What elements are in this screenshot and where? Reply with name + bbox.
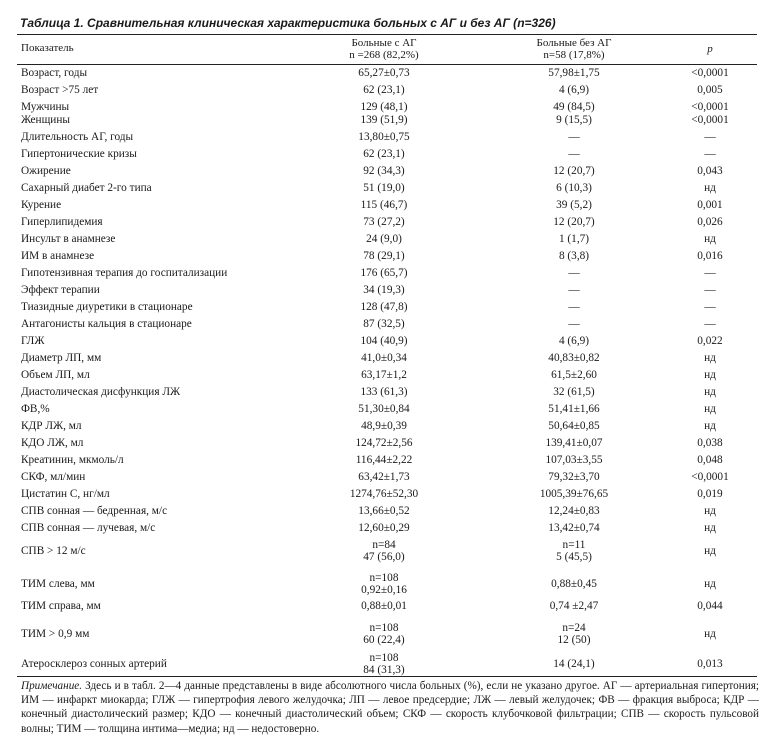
row-p-value: нд bbox=[704, 420, 716, 432]
row-ag-value: 78 (29,1) bbox=[363, 250, 405, 262]
row-label: Возраст, годы bbox=[21, 67, 88, 79]
row-label: Ожирение bbox=[21, 165, 71, 177]
row-ag-value: 128 (47,8) bbox=[360, 301, 408, 313]
header-group-ag: Больные с АГ bbox=[351, 37, 417, 49]
row-ag-value: 115 (46,7) bbox=[360, 199, 408, 211]
row-label: Гиперлипидемия bbox=[21, 216, 103, 228]
row-label: СПВ сонная — бедренная, м/с bbox=[21, 505, 168, 517]
row-ag-value: 139 (51,9) bbox=[360, 114, 408, 126]
row-p-value: 0,016 bbox=[697, 250, 723, 262]
row-label: Инсульт в анамнезе bbox=[21, 233, 116, 245]
row-label: КДО ЛЖ, мл bbox=[21, 437, 84, 449]
row-p-value: 0,043 bbox=[697, 165, 723, 177]
row-no-ag-value: 61,5±2,60 bbox=[551, 369, 597, 381]
row-label: Цистатин С, нг/мл bbox=[21, 488, 110, 500]
header-p: p bbox=[707, 43, 713, 55]
row-label: Гипотензивная терапия до госпитализации bbox=[21, 267, 228, 279]
row-p-value: — bbox=[704, 131, 716, 143]
row-ag-value: 63,17±1,2 bbox=[361, 369, 407, 381]
row-p-value: <0,0001 bbox=[691, 67, 729, 79]
row-p-value: 0,048 bbox=[697, 454, 723, 466]
row-ag-value: 60 (22,4) bbox=[363, 634, 405, 646]
caption-n-suffix: =326 bbox=[524, 16, 552, 30]
row-p-value: 0,019 bbox=[697, 488, 723, 500]
row-p-value: 0,022 bbox=[697, 335, 723, 347]
row-label: Объем ЛП, мл bbox=[21, 369, 90, 381]
row-label: ФВ,% bbox=[21, 403, 50, 415]
row-p-value: 0,038 bbox=[697, 437, 723, 449]
row-label: Диастолическая дисфункция ЛЖ bbox=[21, 386, 181, 398]
row-ag-value: 34 (19,3) bbox=[363, 284, 405, 296]
row-no-ag-value: 50,64±0,85 bbox=[548, 420, 600, 432]
header-bottom-rule bbox=[17, 64, 757, 65]
row-ag-value: 24 (9,0) bbox=[366, 233, 402, 245]
row-label: Гипертонические кризы bbox=[21, 148, 137, 160]
row-ag-value: 13,80±0,75 bbox=[358, 131, 410, 143]
caption-text: Сравнительная клиническая характеристика больных с АГ и без АГ bbox=[87, 16, 510, 30]
row-label: Антагонисты кальция в стационаре bbox=[21, 318, 192, 330]
row-ag-value: 73 (27,2) bbox=[363, 216, 405, 228]
row-ag-n: n=108 bbox=[369, 652, 399, 664]
row-ag-value: 133 (61,3) bbox=[360, 386, 408, 398]
row-no-ag-value: 39 (5,2) bbox=[556, 199, 592, 211]
row-p-value: <0,0001 bbox=[691, 101, 729, 113]
row-p-value: нд bbox=[704, 182, 716, 194]
row-ag-value: 51 (19,0) bbox=[363, 182, 405, 194]
row-ag-value: 176 (65,7) bbox=[360, 267, 408, 279]
row-p-value: 0,044 bbox=[697, 600, 723, 612]
row-ag-value: 13,66±0,52 bbox=[358, 505, 410, 517]
row-p-value: — bbox=[704, 148, 716, 160]
row-no-ag-value: 79,32±3,70 bbox=[548, 471, 600, 483]
row-p-value: 0,005 bbox=[697, 84, 723, 96]
row-no-ag-value: 5 (45,5) bbox=[556, 551, 592, 563]
row-ag-value: 116,44±2,22 bbox=[355, 454, 413, 466]
row-no-ag-value: 13,42±0,74 bbox=[548, 522, 600, 534]
row-label: Мужчины bbox=[21, 101, 70, 113]
table-caption: Таблица 1. Сравнительная клиническая характеристика больных с АГ и без АГ (n=326) bbox=[20, 16, 556, 30]
row-no-ag-value: 0,74 ±2,47 bbox=[549, 600, 599, 612]
row-no-ag-n: n=11 bbox=[562, 539, 586, 551]
row-no-ag-value: 0,88±0,45 bbox=[551, 578, 597, 590]
row-no-ag-value: 139,41±0,07 bbox=[545, 437, 603, 449]
row-label: Женщины bbox=[21, 114, 70, 126]
row-no-ag-value: — bbox=[568, 267, 580, 279]
row-p-value: нд bbox=[704, 403, 716, 415]
row-p-value: нд bbox=[704, 369, 716, 381]
row-ag-value: 51,30±0,84 bbox=[358, 403, 410, 415]
row-no-ag-n: n=24 bbox=[562, 622, 586, 634]
row-no-ag-value: 107,03±3,55 bbox=[545, 454, 603, 466]
row-no-ag-value: — bbox=[568, 318, 580, 330]
row-ag-value: 62 (23,1) bbox=[363, 84, 405, 96]
row-no-ag-value: 40,83±0,82 bbox=[548, 352, 600, 364]
row-no-ag-value: 12 (20,7) bbox=[553, 165, 595, 177]
row-p-value: — bbox=[704, 318, 716, 330]
row-no-ag-value: 4 (6,9) bbox=[558, 84, 590, 96]
row-ag-value: 48,9±0,39 bbox=[361, 420, 407, 432]
note-text: Здесь и в табл. 2—4 данные представлены в виде абсолютного числа больных (%), если не указано другое. АГ — артериальная гипертония; ИМ — инфаркт миокарда; ГЛЖ — гипертрофия левого желудочка; ЛП — левое предсердие; ЛЖ — левый желудочек; ФВ — фракция выброса; КДР — конечный диастолический размер; КДО — конечный диастолический объем; СКФ — скорость клубочковой фильтрации; СПВ — скорость пульсовой волны; ТИМ — толщина интима—медиа; нд — недостоверно. bbox=[21, 680, 759, 735]
row-no-ag-value: 32 (61,5) bbox=[553, 386, 595, 398]
row-ag-n: n=84 bbox=[372, 539, 396, 551]
row-label: ГЛЖ bbox=[21, 335, 45, 347]
caption-label: Таблица 1. bbox=[20, 16, 84, 30]
row-label: Тиазидные диуретики в стационаре bbox=[21, 301, 193, 313]
row-p-value: — bbox=[704, 284, 716, 296]
row-p-value: — bbox=[704, 267, 716, 279]
row-ag-value: 63,42±1,73 bbox=[358, 471, 410, 483]
row-no-ag-value: — bbox=[568, 148, 580, 160]
row-p-value: нд bbox=[704, 578, 716, 590]
row-label: Креатинин, мкмоль/л bbox=[21, 454, 124, 466]
row-label: Курение bbox=[21, 199, 62, 211]
row-p-value: <0,0001 bbox=[691, 114, 729, 126]
row-ag-value: 0,92±0,16 bbox=[361, 584, 407, 596]
row-p-value: нд bbox=[704, 352, 716, 364]
row-label: ТИМ справа, мм bbox=[21, 600, 101, 612]
row-no-ag-value: 9 (15,5) bbox=[556, 114, 592, 126]
row-p-value: нд bbox=[704, 545, 716, 557]
header-group-no-ag-n: n=58 (17,8%) bbox=[543, 49, 605, 61]
row-label: Длительность АГ, годы bbox=[21, 131, 134, 143]
note-label: Примечание. bbox=[21, 680, 83, 692]
row-no-ag-value: 51,41±1,66 bbox=[548, 403, 600, 415]
row-no-ag-value: 1 (1,7) bbox=[558, 233, 590, 245]
row-no-ag-value: — bbox=[568, 131, 580, 143]
row-p-value: нд bbox=[704, 522, 716, 534]
row-label: СКФ, мл/мин bbox=[21, 471, 86, 483]
row-label: Сахарный диабет 2-го типа bbox=[21, 182, 152, 194]
row-no-ag-value: — bbox=[568, 284, 580, 296]
row-no-ag-value: 49 (84,5) bbox=[553, 101, 595, 113]
table-note bbox=[21, 679, 759, 736]
row-p-value: — bbox=[704, 301, 716, 313]
row-ag-value: 65,27±0,73 bbox=[358, 67, 410, 79]
row-ag-value: 84 (31,3) bbox=[363, 664, 405, 676]
row-no-ag-value: 12,24±0,83 bbox=[548, 505, 600, 517]
row-no-ag-value: 8 (3,8) bbox=[558, 250, 590, 262]
row-no-ag-value: 6 (10,3) bbox=[556, 182, 592, 194]
row-label: КДР ЛЖ, мл bbox=[21, 420, 82, 432]
row-label: ИМ в анамнезе bbox=[21, 250, 95, 262]
row-ag-value: 87 (32,5) bbox=[363, 318, 405, 330]
row-no-ag-value: 4 (6,9) bbox=[558, 335, 590, 347]
row-no-ag-value: — bbox=[568, 301, 580, 313]
row-label: ТИМ слева, мм bbox=[21, 578, 95, 590]
row-no-ag-value: 14 (24,1) bbox=[553, 658, 595, 670]
row-no-ag-value: 1005,39±76,65 bbox=[539, 488, 609, 500]
row-p-value: нд bbox=[704, 505, 716, 517]
row-ag-value: 129 (48,1) bbox=[360, 101, 408, 113]
row-ag-n: n=108 bbox=[369, 622, 399, 634]
row-ag-value: 92 (34,3) bbox=[363, 165, 405, 177]
header-group-no-ag: Больные без АГ bbox=[536, 37, 612, 49]
row-label: Эффект терапии bbox=[21, 284, 100, 296]
row-p-value: 0,013 bbox=[697, 658, 723, 670]
row-p-value: нд bbox=[704, 233, 716, 245]
row-p-value: нд bbox=[704, 628, 716, 640]
row-label: СПВ сонная — лучевая, м/с bbox=[21, 522, 156, 534]
header-group-ag-n: n =268 (82,2%) bbox=[349, 49, 419, 61]
row-ag-value: 62 (23,1) bbox=[363, 148, 405, 160]
table-top-rule bbox=[17, 34, 757, 35]
row-ag-value: 12,60±0,29 bbox=[358, 522, 410, 534]
row-p-value: нд bbox=[704, 386, 716, 398]
row-ag-value: 47 (56,0) bbox=[363, 551, 405, 563]
row-label: Атеросклероз сонных артерий bbox=[21, 658, 167, 670]
caption-n-prefix: n bbox=[517, 16, 525, 30]
row-label: СПВ > 12 м/с bbox=[21, 545, 86, 557]
row-no-ag-value: 12 (50) bbox=[557, 634, 591, 646]
row-label: ТИМ > 0,9 мм bbox=[21, 628, 90, 640]
row-p-value: <0,0001 bbox=[691, 471, 729, 483]
row-label: Возраст >75 лет bbox=[21, 84, 99, 96]
row-ag-value: 41,0±0,34 bbox=[361, 352, 407, 364]
row-no-ag-value: 57,98±1,75 bbox=[548, 67, 600, 79]
row-label: Диаметр ЛП, мм bbox=[21, 352, 102, 364]
row-p-value: 0,001 bbox=[697, 199, 723, 211]
row-ag-value: 104 (40,9) bbox=[360, 335, 408, 347]
row-ag-value: 1274,76±52,30 bbox=[349, 488, 419, 500]
header-indicator: Показатель bbox=[21, 42, 74, 54]
table-bottom-rule bbox=[17, 676, 757, 677]
row-ag-n: n=108 bbox=[369, 572, 399, 584]
row-ag-value: 124,72±2,56 bbox=[355, 437, 413, 449]
row-p-value: 0,026 bbox=[697, 216, 723, 228]
row-ag-value: 0,88±0,01 bbox=[361, 600, 407, 612]
row-no-ag-value: 12 (20,7) bbox=[553, 216, 595, 228]
